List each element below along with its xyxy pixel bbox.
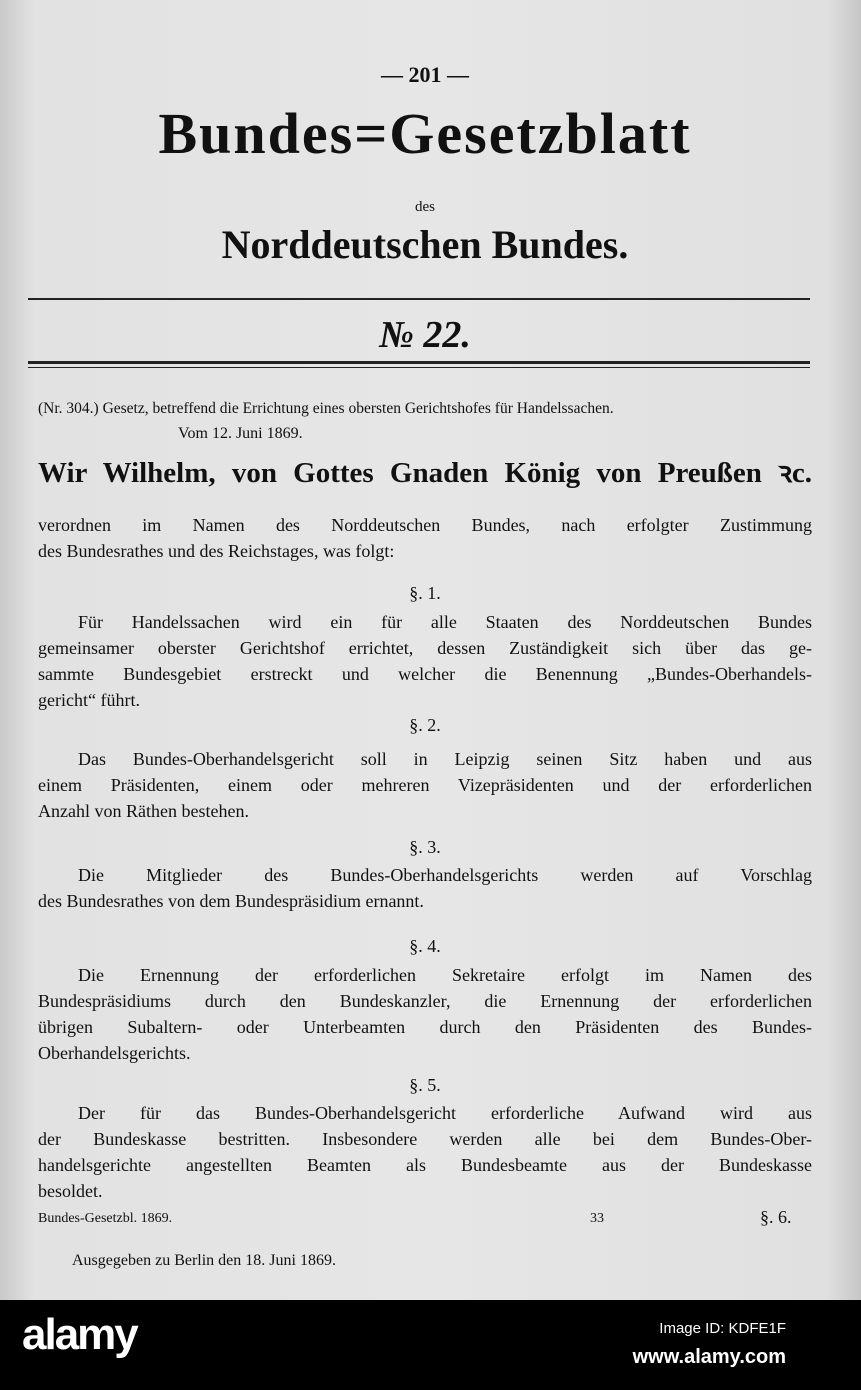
- section-line: der Bundeskasse bestritten. Insbesondere werden alle bei dem Bundes-Ober-: [38, 1129, 812, 1149]
- section-line: des Bundesrathes von dem Bundespräsidium ernannt.: [38, 891, 424, 911]
- alamy-logo: alamy: [22, 1310, 137, 1359]
- section-heading: §. 4.: [409, 936, 441, 956]
- image-id: Image ID: KDFE1F: [659, 1320, 786, 1337]
- section-line: besoldet.: [38, 1181, 103, 1201]
- masthead-des: des: [415, 199, 435, 215]
- section-line: Die Ernennung der erforderlichen Sekretaire erfolgt im Namen des: [78, 965, 812, 985]
- section-line: Das Bundes-Oberhandelsgericht soll in Leipzig seinen Sitz haben und aus: [78, 749, 812, 769]
- law-title: (Nr. 304.) Gesetz, betreffend die Errichtung eines obersten Gerichtshofes für Handelssachen.: [38, 400, 614, 417]
- preamble-heading: Wir Wilhelm, von Gottes Gnaden König von Preußen ꝛc.: [38, 457, 812, 489]
- footer-next-section: §. 6.: [760, 1207, 792, 1227]
- section-line: Für Handelssachen wird ein für alle Staaten des Norddeutschen Bundes: [78, 612, 812, 632]
- divider: [28, 298, 810, 300]
- section-line: Anzahl von Räthen bestehen.: [38, 801, 249, 821]
- section-heading: §. 3.: [409, 837, 441, 857]
- section-heading: §. 5.: [409, 1075, 441, 1095]
- section-line: gericht“ führt.: [38, 690, 140, 710]
- masthead-subtitle: Norddeutschen Bundes.: [221, 222, 629, 267]
- footer-page-sheet: 33: [590, 1211, 604, 1226]
- section-heading: §. 1.: [409, 583, 441, 603]
- law-date: Vom 12. Juni 1869.: [178, 425, 303, 442]
- section-line: gemeinsamer oberster Gerichtshof errichtet, dessen Zuständigkeit sich über das ge-: [38, 638, 812, 658]
- section-line: sammte Bundesgebiet erstreckt und welcher die Benennung „Bundes-Oberhandels-: [38, 664, 812, 684]
- divider: [28, 361, 810, 364]
- section-heading: §. 2.: [409, 715, 441, 735]
- preamble-line: verordnen im Namen des Norddeutschen Bundes, nach erfolgter Zustimmung: [38, 515, 812, 535]
- section-line: einem Präsidenten, einem oder mehreren Vizepräsidenten und der erforderlichen: [38, 775, 812, 795]
- section-line: Bundespräsidiums durch den Bundeskanzler, die Ernennung der erforderlichen: [38, 991, 812, 1011]
- section-line: handelsgerichte angestellten Beamten als Bundesbeamte aus der Bundeskasse: [38, 1155, 812, 1175]
- page-number: — 201 —: [381, 62, 469, 87]
- section-line: Die Mitglieder des Bundes-Oberhandelsgerichts werden auf Vorschlag: [78, 865, 812, 885]
- section-line: Oberhandelsgerichts.: [38, 1043, 191, 1063]
- alamy-url: www.alamy.com: [632, 1346, 786, 1368]
- section-line: übrigen Subaltern- oder Unterbeamten durch den Präsidenten des Bundes-: [38, 1017, 812, 1037]
- section-line: Der für das Bundes-Oberhandelsgericht erforderliche Aufwand wird aus: [78, 1103, 812, 1123]
- preamble-line: des Bundesrathes und des Reichstages, was folgt:: [38, 541, 395, 561]
- footer-left: Bundes-Gesetzbl. 1869.: [38, 1211, 173, 1226]
- issue-number: № 22.: [379, 314, 471, 356]
- divider: [28, 367, 810, 368]
- watermark-bar: [0, 1300, 861, 1390]
- issued-line: Ausgegeben zu Berlin den 18. Juni 1869.: [72, 1252, 336, 1269]
- masthead-title: Bundes=Gesetzblatt: [158, 101, 692, 166]
